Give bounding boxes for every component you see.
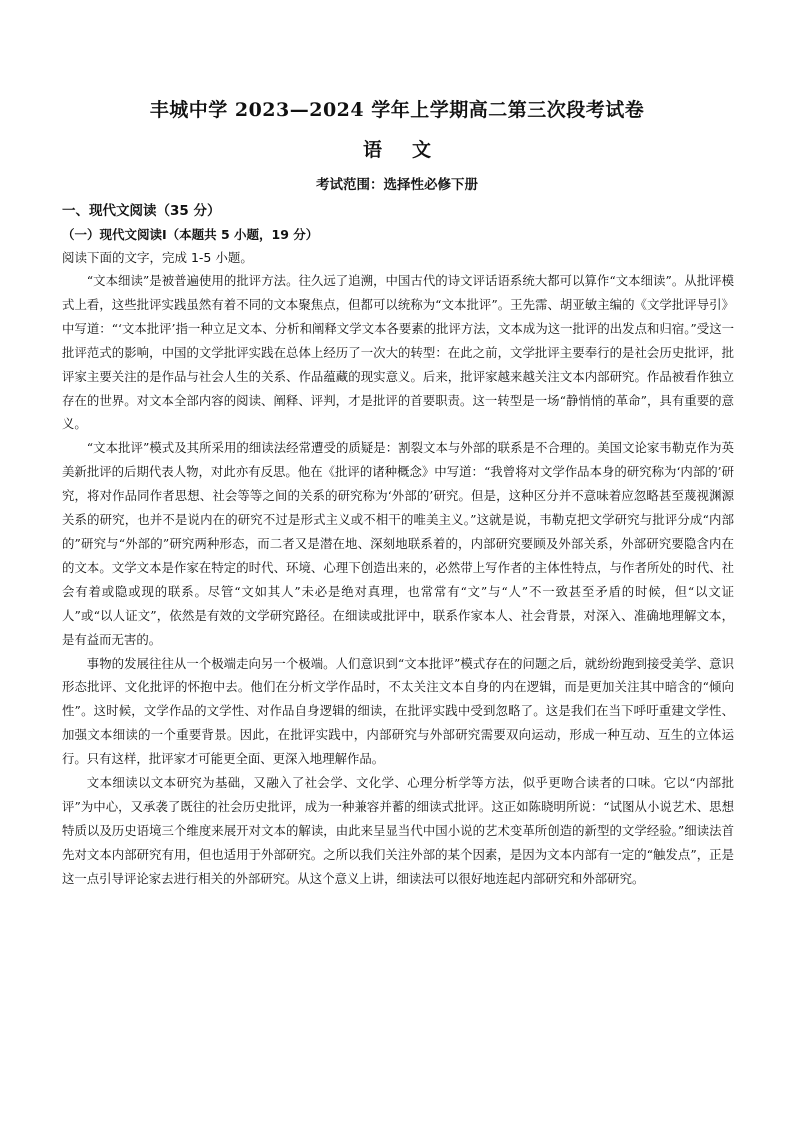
exam-scope: 考试范围：选择性必修下册 bbox=[316, 177, 478, 193]
subsection-heading: （一）现代文阅读Ⅰ（本题共 5 小题，19 分） bbox=[62, 227, 319, 242]
passage-paragraph-1: “文本细读”是被普遍使用的批评方法。往久远了追溯，中国古代的诗文评话语系统大都可以算作“文本细读”。从批评模式上看，这些批评实践虽然有着不同的文本聚焦点，但都可以统称为“文本批评”。王先霈、胡亚敏主编的《文学批评导引》中写道：“‘文本批评’指一种立足文本、分析和阐释文学文本各要素的批评方法，文本成为这一批评的出发点和归宿。”受这一批评范式的影响，中国的文学批评实践在总体上经历了一次大的转型：在此之前，文学批评主要奉行的是社会历史批评，批评家主要关注的是作品与社会人生的关系、作品蕴藏的现实意义。后来，批评家越来越关注文本内部研究。作品被看作独立存在的世界。对文本全部内容的阅读、阐释、评判，才是批评的首要职责。这一转型是一场“静悄悄的革命”，具有重要的意义。 bbox=[62, 273, 734, 432]
exam-title: 丰城中学 2023—2024 学年上学期高二第三次段考试卷 bbox=[149, 99, 645, 121]
subject-title: 语文 bbox=[362, 139, 461, 161]
passage-paragraph-2: “文本批评”模式及其所采用的细读法经常遭受的质疑是：割裂文本与外部的联系是不合理的。美国文论家韦勒克作为英美新批评的后期代表人物，对此亦有反思。他在《批评的诸种概念》中写道：“我曾将对文学作品本身的研究称为‘内部的’研究，将对作品同作者思想、社会等等之间的关系的研究称为‘外部的’研究。但是，这种区分并不意味着应忽略甚至蔑视渊源关系的研究，也并不是说内在的研究不过是形式主义或不相干的唯美主义。”这就是说，韦勒克把文学研究与批评分成“内部的”研究与“外部的”研究两种形态，而二者又是潜在地、深刻地联系着的，内部研究要顾及外部关系，外部研究要隐含内在的文本。文学文本是作家在特定的时代、环境、心理下创造出来的，必然带上写作者的主体性特点，与作者所处的时代、社会有着或隐或现的联系。尽管“文如其人”未必是绝对真理，也常常有“文”与“人”不一致甚至矛盾的时候，但“以文证人”或“以人证文”，依然是有效的文学研究路径。在细读或批评中，联系作家本人、社会背景，对深入、准确地理解文本，是有益而无害的。 bbox=[62, 440, 734, 647]
section-heading: 一、现代文阅读（35 分） bbox=[62, 203, 221, 219]
passage-paragraph-3: 事物的发展往往从一个极端走向另一个极端。人们意识到“文本批评”模式存在的问题之后，就纷纷跑到接受美学、意识形态批评、文化批评的怀抱中去。他们在分析文学作品时，不太关注文本自身的内在逻辑，而是更加关注其中暗含的“倾向性”。这时候，文学作品的文学性、对作品自身逻辑的细读，在批评实践中受到忽略了。这是我们在当下呼吁重建文学性、加强文本细读的一个重要背景。因此，在批评实践中，内部研究与外部研究需要双向运动，形成一种互动、互生的立体运行。只有这样，批评家才可能更全面、更深入地理解作品。 bbox=[62, 655, 734, 767]
reading-passage bbox=[62, 269, 734, 891]
passage-paragraph-4: 文本细读以文本研究为基础，又融入了社会学、文化学、心理分析学等方法，似乎更吻合读者的口味。它以“内部批评”为中心，又承袭了既往的社会历史批评，成为一种兼容并蓄的细读式批评。这正如陈晓明所说：“试图从小说艺术、思想特质以及历史语境三个维度来展开对文本的解读，由此来呈显当代中国小说的艺术变革所创造的新型的文学经验。”细读法首先对文本内部研究有用，但也适用于外部研究。之所以我们关注外部的某个因素，是因为文本内部有一定的“触发点”，正是这一点引导评论家去进行相关的外部研究。从这个意义上讲，细读法可以很好地连起内部研究和外部研究。 bbox=[62, 775, 734, 886]
reading-instruction: 阅读下面的文字，完成 1-5 小题。 bbox=[62, 250, 253, 265]
